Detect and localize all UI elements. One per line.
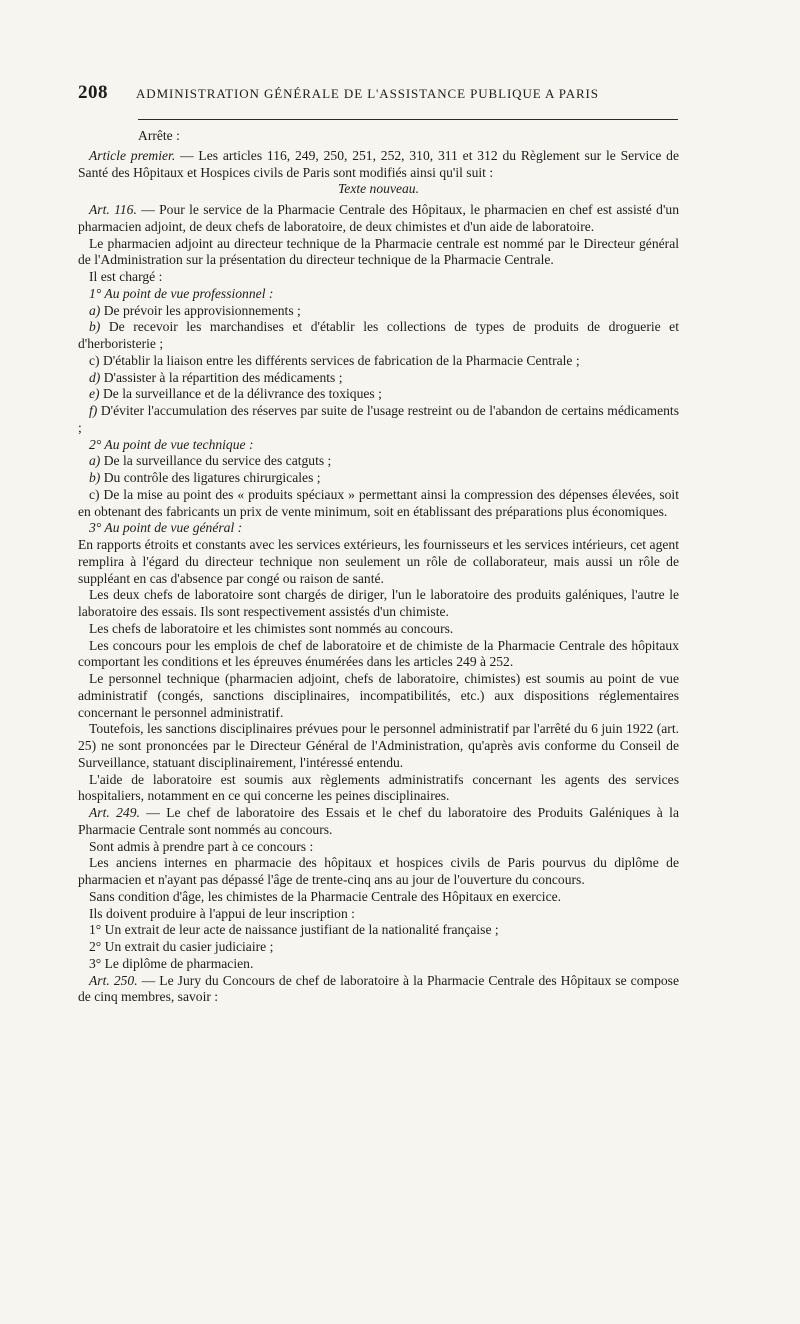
paragraph-lead: 1° Au point de vue professionnel : xyxy=(89,285,274,301)
paragraph-lead: 2° Au point de vue technique : xyxy=(89,436,254,452)
paragraph xyxy=(78,520,679,537)
paragraph xyxy=(78,772,679,806)
paragraph-text: Les deux chefs de laboratoire sont chargés de diriger, l'un le laboratoire des produits galéniques, l'autre le laboratoire des essais. Ils sont respectivement assistés d'un chimiste. xyxy=(78,587,679,619)
paragraph xyxy=(78,202,679,236)
paragraph-text: Arrête : xyxy=(138,128,180,143)
paragraph-lead: Art. 250. xyxy=(89,972,138,988)
paragraph-text: c) De la mise au point des « produits spéciaux » permettant ainsi la compression des dépenses élevées, soit en obtenant des fabricants un prix de vente minimum, soit en établissant des préparations plus économiques. xyxy=(78,486,679,519)
paragraph-text: Sont admis à prendre part à ce concours : xyxy=(89,838,314,854)
paragraph-text: De recevoir les marchandises et d'établir les collections de types de produits de droguerie et d'herboristerie ; xyxy=(78,319,679,351)
paragraph-text: L'aide de laboratoire est soumis aux règlements administratifs concernant les agents des services hospitaliers, notamment en ce qui concerne les peines disciplinaires. xyxy=(78,771,679,804)
paragraph xyxy=(78,148,679,182)
paragraph xyxy=(78,671,679,721)
running-title: ADMINISTRATION GÉNÉRALE DE L'ASSISTANCE PUBLIQUE A PARIS xyxy=(136,86,599,101)
paragraph-text: D'assister à la répartition des médicaments ; xyxy=(100,369,343,385)
paragraph-text: Le pharmacien adjoint au directeur technique de la Pharmacie centrale est nommé par le Directeur général de l'Administration sur la présentation du directeur technique de la Pharmacie Centrale. xyxy=(78,235,679,268)
paragraph xyxy=(78,638,679,672)
paragraph-text: — Le chef de laboratoire des Essais et le chef du laboratoire des Produits Galéniques à la Pharmacie Centrale sont nommés au concours. xyxy=(78,805,679,837)
paragraph-lead: e) xyxy=(89,386,100,402)
paragraph-text: De la surveillance du service des catguts ; xyxy=(100,453,332,469)
paragraph-lead: a) xyxy=(89,302,101,318)
paragraph xyxy=(78,805,679,839)
paragraph xyxy=(78,386,679,403)
paragraph-text: En rapports étroits et constants avec les services extérieurs, les fournisseurs et les services intérieurs, cet agent remplira à l'égard du directeur technique non seulement un rôle de collaborateur, mais aussi un rôle de suppléant en cas d'absence par congé ou raison de santé. xyxy=(78,537,679,586)
paragraph xyxy=(78,370,679,387)
paragraph xyxy=(78,922,679,939)
paragraph xyxy=(78,537,679,587)
paragraph-text: Ils doivent produire à l'appui de leur inscription : xyxy=(89,905,355,921)
paragraph-text: — Les articles 116, 249, 250, 251, 252, 310, 311 et 312 du Règlement sur le Service de Santé des Hôpitaux et Hospices civils de Paris sont modifiés ainsi qu'il suit : xyxy=(78,147,679,180)
paragraph xyxy=(78,453,679,470)
paragraph xyxy=(78,973,679,1007)
paragraph-lead: Art. 249. xyxy=(89,805,140,820)
header-rule xyxy=(138,119,678,120)
paragraph-text: Du contrôle des ligatures chirurgicales ; xyxy=(100,470,321,485)
paragraph xyxy=(78,855,679,889)
paragraph xyxy=(78,470,679,487)
paragraph xyxy=(78,269,679,286)
paragraph-lead: d) xyxy=(89,369,101,385)
paragraph xyxy=(78,487,679,521)
paragraph xyxy=(78,621,679,638)
paragraph-text: De prévoir les approvisionnements ; xyxy=(100,302,301,318)
paragraph xyxy=(78,181,679,198)
paragraph xyxy=(78,587,679,621)
paragraph-lead: a) xyxy=(89,453,101,469)
paragraph-lead: f) xyxy=(89,403,98,418)
paragraph xyxy=(78,403,679,437)
paragraph xyxy=(78,956,679,973)
paragraph xyxy=(78,721,679,771)
paragraph xyxy=(78,286,679,303)
paragraph-text: 2° Un extrait du casier judiciaire ; xyxy=(89,939,274,954)
paragraph-text: Les chefs de laboratoire et les chimistes sont nommés au concours. xyxy=(89,620,454,636)
paragraph xyxy=(78,939,679,956)
paragraph xyxy=(78,319,679,353)
paragraph-lead: b) xyxy=(89,319,101,335)
paragraph-text: 3° Le diplôme de pharmacien. xyxy=(89,955,254,971)
paragraph xyxy=(78,437,679,454)
paragraph-lead: 3° Au point de vue général : xyxy=(89,520,243,536)
paragraph-text: D'éviter l'accumulation des réserves par suite de l'usage restreint ou de l'abandon de certains médicaments ; xyxy=(78,403,679,435)
paragraph-text: Il est chargé : xyxy=(89,269,163,284)
paragraph-text: Le personnel technique (pharmacien adjoint, chefs de laboratoire, chimistes) est soumis au point de vue administratif (congés, sanctions disciplinaires, incompatibilités, etc.) aux dispositions réglementaires concernant le personnel administratif. xyxy=(78,671,679,720)
paragraph-text: Les anciens internes en pharmacie des hôpitaux et hospices civils de Paris pourvus du diplôme de pharmacien et n'ayant pas dépassé l'âge de trente-cinq ans au jour de l'ouverture du concours. xyxy=(78,855,679,887)
paragraph xyxy=(78,128,679,145)
paragraph xyxy=(78,889,679,906)
paragraph-text: — Pour le service de la Pharmacie Centrale des Hôpitaux, le pharmacien en chef est assisté d'un pharmacien adjoint, de deux chefs de laboratoire, de deux chimistes et d'un aide de laboratoire. xyxy=(78,202,679,234)
paragraph-lead: Article premier. xyxy=(89,147,176,163)
paragraph-text: Toutefois, les sanctions disciplinaires prévues pour le personnel administratif par l'arrêté du 6 juin 1922 (art. 25) ne sont prononcées par le Directeur Général de l'Administration, qu'après avis conforme du Conseil de Surveillance, statuant disciplinairement, l'intéressé entendu. xyxy=(78,721,679,770)
paragraph-text: c) D'établir la liaison entre les différents services de fabrication de la Pharmacie Centrale ; xyxy=(89,352,580,368)
page-number: 208 xyxy=(78,82,108,103)
paragraph-text: De la surveillance et de la délivrance des toxiques ; xyxy=(99,386,382,402)
paragraph xyxy=(78,353,679,370)
paragraph-text: Les concours pour les emplois de chef de laboratoire et de chimiste de la Pharmacie Centrale des hôpitaux comportant les conditions et les épreuves énumérées dans les articles 249 à 252. xyxy=(78,637,679,670)
paragraph-text: — Le Jury du Concours de chef de laboratoire à la Pharmacie Centrale des Hôpitaux se compose de cinq membres, savoir : xyxy=(78,972,679,1005)
paragraph-text: 1° Un extrait de leur acte de naissance justifiant de la nationalité française ; xyxy=(89,922,499,938)
paragraph-lead: Texte nouveau. xyxy=(337,181,420,197)
paragraph-lead: Art. 116. xyxy=(89,202,137,217)
page-header xyxy=(78,82,682,108)
paragraph xyxy=(78,303,679,320)
paragraph-lead: b) xyxy=(89,470,101,485)
paragraph-text: Sans condition d'âge, les chimistes de la Pharmacie Centrale des Hôpitaux en exercice. xyxy=(89,888,562,904)
paragraph xyxy=(78,839,679,856)
paragraph xyxy=(78,906,679,923)
document-body xyxy=(78,128,679,1006)
paragraph xyxy=(78,236,679,270)
